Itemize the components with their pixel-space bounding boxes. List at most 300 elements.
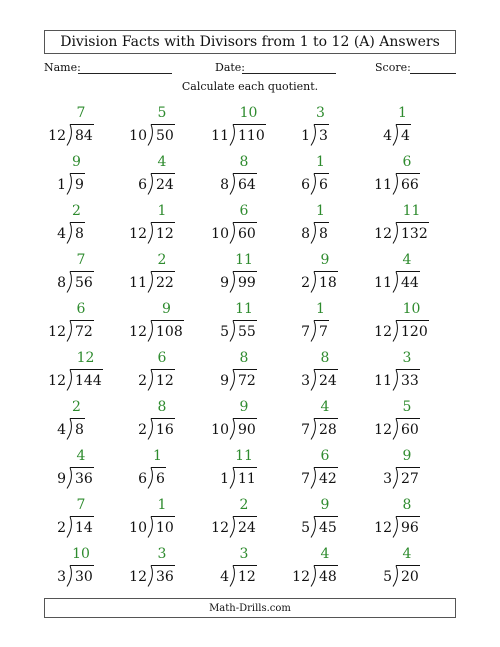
division-bracket: [66, 369, 74, 391]
dividend: 96: [401, 520, 419, 536]
quotient-answer: 9: [162, 301, 171, 317]
quotient-answer: 4: [320, 399, 330, 415]
division-bar: [233, 173, 257, 174]
divisor: 12: [48, 128, 66, 144]
dividend: 20: [401, 569, 419, 585]
division-problem: [120, 252, 200, 300]
division-bracket: [229, 222, 237, 244]
divisor: 5: [220, 324, 229, 340]
division-problem: [283, 203, 363, 251]
division-bracket: [229, 369, 237, 391]
division-problem: [120, 546, 200, 594]
dividend: 28: [319, 422, 337, 438]
division-bracket: [392, 222, 400, 244]
division-bar: [233, 467, 257, 468]
quotient-answer: 4: [76, 448, 86, 464]
division-bar: [314, 222, 329, 223]
date-label: Date:: [215, 61, 246, 74]
division-bracket: [147, 516, 155, 538]
dividend: 12: [156, 226, 174, 242]
divisor: 12: [374, 324, 392, 340]
dividend: 45: [319, 520, 337, 536]
division-bracket: [66, 222, 74, 244]
divisor: 12: [374, 520, 392, 536]
divisor: 2: [57, 520, 66, 536]
dividend: 24: [238, 520, 256, 536]
division-bracket: [310, 369, 318, 391]
quotient-answer: 4: [402, 546, 412, 562]
divisor: 12: [48, 373, 66, 389]
division-bar: [70, 271, 94, 272]
quotient-answer: 6: [402, 154, 412, 170]
divisor: 11: [374, 275, 392, 291]
division-bar: [314, 369, 338, 370]
dividend: 8: [75, 422, 84, 438]
division-bracket: [66, 565, 74, 587]
division-bracket: [147, 222, 155, 244]
division-bracket: [392, 124, 400, 146]
divisor: 11: [374, 373, 392, 389]
dividend: 66: [401, 177, 419, 193]
dividend: 33: [401, 373, 419, 389]
dividend: 60: [401, 422, 419, 438]
divisor: 4: [57, 422, 66, 438]
quotient-answer: 2: [157, 252, 167, 268]
dividend: 8: [319, 226, 328, 242]
division-bracket: [229, 124, 237, 146]
division-bar: [396, 369, 420, 370]
divisor: 4: [57, 226, 66, 242]
dividend: 24: [156, 177, 174, 193]
division-bracket: [392, 173, 400, 195]
division-problem: [365, 497, 445, 545]
dividend: 4: [401, 128, 410, 144]
divisor: 6: [138, 471, 147, 487]
dividend: 42: [319, 471, 337, 487]
divisor: 9: [57, 471, 66, 487]
quotient-answer: 5: [402, 399, 412, 415]
division-problem: [39, 546, 119, 594]
divisor: 3: [57, 569, 66, 585]
division-bar: [233, 222, 257, 223]
division-bracket: [147, 467, 155, 489]
divisor: 2: [301, 275, 310, 291]
quotient-answer: 10: [239, 105, 258, 121]
divisor: 4: [220, 569, 229, 585]
division-bar: [70, 565, 94, 566]
quotient-answer: 1: [316, 203, 325, 219]
divisor: 8: [301, 226, 310, 242]
dividend: 56: [75, 275, 93, 291]
division-bar: [396, 173, 420, 174]
division-problem: [39, 399, 119, 447]
divisor: 10: [211, 422, 229, 438]
dividend: 132: [401, 226, 428, 242]
dividend: 8: [75, 226, 84, 242]
dividend: 11: [238, 471, 256, 487]
division-bar: [233, 369, 257, 370]
divisor: 7: [301, 471, 310, 487]
instructions: Calculate each quotient.: [181, 80, 319, 93]
division-problem: [365, 546, 445, 594]
division-bar: [396, 565, 420, 566]
division-problem: [283, 301, 363, 349]
quotient-answer: 1: [157, 497, 167, 513]
division-bar: [396, 124, 411, 125]
division-bracket: [310, 418, 318, 440]
dividend: 27: [401, 471, 419, 487]
division-bar: [396, 320, 429, 321]
divisor: 3: [301, 373, 310, 389]
dividend: 7: [319, 324, 328, 340]
division-bracket: [66, 173, 74, 195]
dividend: 90: [238, 422, 256, 438]
division-bracket: [147, 320, 155, 342]
quotient-answer: 10: [402, 301, 421, 317]
divisor: 8: [57, 275, 66, 291]
division-bar: [314, 565, 338, 566]
dividend: 12: [156, 373, 174, 389]
name-label: Name:: [44, 61, 81, 74]
division-problem: [39, 497, 119, 545]
division-bar: [233, 271, 257, 272]
division-problem: [365, 203, 445, 251]
division-bracket: [310, 173, 318, 195]
quotient-answer: 11: [235, 301, 253, 317]
division-bracket: [66, 467, 74, 489]
quotient-answer: 10: [72, 546, 90, 562]
division-problem: [202, 203, 282, 251]
dividend: 50: [156, 128, 174, 144]
divisor: 12: [374, 422, 392, 438]
division-bar: [233, 565, 257, 566]
division-problem: [120, 497, 200, 545]
quotient-answer: 9: [72, 154, 81, 170]
division-bracket: [66, 271, 74, 293]
quotient-answer: 7: [76, 252, 86, 268]
quotient-answer: 4: [157, 154, 167, 170]
division-bracket: [310, 124, 318, 146]
dividend: 72: [238, 373, 256, 389]
quotient-answer: 5: [157, 105, 167, 121]
division-bar: [151, 320, 184, 321]
division-bracket: [310, 516, 318, 538]
divisor: 2: [138, 422, 147, 438]
dividend: 10: [156, 520, 174, 536]
division-bracket: [310, 565, 318, 587]
division-problem: [120, 350, 200, 398]
division-bar: [70, 418, 85, 419]
division-problem: [120, 301, 200, 349]
division-bar: [70, 516, 94, 517]
dividend: 84: [75, 128, 93, 144]
quotient-answer: 11: [235, 448, 253, 464]
divisor: 10: [129, 128, 147, 144]
dividend: 6: [156, 471, 165, 487]
divisor: 6: [301, 177, 310, 193]
divisor: 12: [129, 226, 147, 242]
quotient-answer: 3: [316, 105, 325, 121]
division-problem: [39, 252, 119, 300]
division-problem: [120, 399, 200, 447]
divisor: 11: [211, 128, 229, 144]
division-bar: [396, 467, 420, 468]
division-bar: [396, 271, 420, 272]
division-problem: [39, 301, 119, 349]
dividend: 36: [75, 471, 93, 487]
dividend: 14: [75, 520, 93, 536]
dividend: 3: [319, 128, 328, 144]
division-bar: [70, 173, 85, 174]
division-bar: [151, 418, 175, 419]
division-bar: [396, 418, 420, 419]
division-bar: [70, 222, 85, 223]
quotient-answer: 6: [76, 301, 86, 317]
quotient-answer: 2: [72, 399, 81, 415]
division-bar: [233, 516, 257, 517]
division-problem: [365, 399, 445, 447]
division-problem: [202, 448, 282, 496]
division-bracket: [147, 124, 155, 146]
division-bar: [314, 173, 329, 174]
divisor: 11: [374, 177, 392, 193]
division-bracket: [392, 320, 400, 342]
quotient-answer: 3: [157, 546, 167, 562]
division-bar: [151, 124, 175, 125]
division-bracket: [147, 173, 155, 195]
quotient-answer: 1: [398, 105, 407, 121]
division-problem: [365, 448, 445, 496]
division-bar: [233, 320, 257, 321]
quotient-answer: 8: [239, 350, 249, 366]
dividend: 18: [319, 275, 337, 291]
division-bar: [70, 467, 94, 468]
quotient-answer: 2: [239, 497, 249, 513]
divisor: 1: [220, 471, 229, 487]
footer-text: Math-Drills.com: [209, 602, 291, 614]
division-problem: [202, 399, 282, 447]
division-problem: [120, 154, 200, 202]
division-bar: [314, 418, 338, 419]
division-bar: [396, 222, 429, 223]
division-bracket: [310, 222, 318, 244]
divisor: 12: [211, 520, 229, 536]
division-bracket: [310, 271, 318, 293]
division-problem: [283, 350, 363, 398]
division-problem: [202, 497, 282, 545]
division-problem: [283, 546, 363, 594]
division-bar: [151, 271, 175, 272]
divisor: 1: [57, 177, 66, 193]
division-problem: [283, 154, 363, 202]
division-problem: [120, 105, 200, 153]
quotient-answer: 9: [320, 252, 330, 268]
quotient-answer: 8: [239, 154, 249, 170]
division-bracket: [229, 271, 237, 293]
quotient-answer: 11: [402, 203, 421, 219]
quotient-answer: 9: [402, 448, 412, 464]
division-bar: [70, 369, 103, 370]
worksheet-title-text: Division Facts with Divisors from 1 to 12 (A) Answers: [60, 34, 440, 50]
dividend: 110: [238, 128, 265, 144]
quotient-answer: 4: [402, 252, 412, 268]
dividend: 55: [238, 324, 256, 340]
dividend: 9: [75, 177, 84, 193]
divisor: 10: [129, 520, 147, 536]
divisor: 12: [129, 324, 147, 340]
divisor: 2: [138, 373, 147, 389]
quotient-answer: 1: [316, 301, 325, 317]
division-bar: [151, 222, 175, 223]
quotient-answer: 7: [76, 105, 86, 121]
division-bar: [314, 320, 329, 321]
division-problem: [283, 399, 363, 447]
division-bar: [314, 271, 338, 272]
division-bracket: [66, 418, 74, 440]
quotient-answer: 1: [153, 448, 162, 464]
dividend: 30: [75, 569, 93, 585]
divisor: 7: [301, 422, 310, 438]
division-bracket: [229, 173, 237, 195]
divisor: 6: [138, 177, 147, 193]
quotient-answer: 3: [402, 350, 412, 366]
quotient-answer: 12: [76, 350, 95, 366]
quotient-answer: 7: [76, 497, 86, 513]
dividend: 24: [319, 373, 337, 389]
dividend: 64: [238, 177, 256, 193]
quotient-answer: 1: [316, 154, 325, 170]
division-bracket: [229, 418, 237, 440]
division-bar: [70, 124, 94, 125]
division-problem: [202, 301, 282, 349]
division-problem: [39, 350, 119, 398]
quotient-answer: 11: [235, 252, 253, 268]
division-problem: [39, 105, 119, 153]
division-bracket: [392, 271, 400, 293]
division-bracket: [310, 320, 318, 342]
division-bracket: [147, 565, 155, 587]
division-bar: [396, 516, 420, 517]
divisor: 5: [383, 569, 392, 585]
division-bracket: [147, 418, 155, 440]
division-problem: [202, 105, 282, 153]
divisor: 12: [48, 324, 66, 340]
division-problem: [202, 252, 282, 300]
quotient-answer: 6: [157, 350, 167, 366]
divisor: 9: [220, 373, 229, 389]
divisor: 8: [220, 177, 229, 193]
divisor: 12: [374, 226, 392, 242]
division-bracket: [66, 124, 74, 146]
division-bar: [151, 516, 175, 517]
division-bracket: [310, 467, 318, 489]
divisor: 9: [220, 275, 229, 291]
division-problem: [365, 301, 445, 349]
division-bracket: [392, 516, 400, 538]
dividend: 48: [319, 569, 337, 585]
dividend: 144: [75, 373, 102, 389]
division-bracket: [229, 516, 237, 538]
division-bracket: [229, 320, 237, 342]
divisor: 12: [129, 569, 147, 585]
dividend: 12: [238, 569, 256, 585]
divisor: 1: [301, 128, 310, 144]
division-bracket: [229, 565, 237, 587]
quotient-answer: 8: [157, 399, 167, 415]
division-bar: [233, 124, 266, 125]
divisor: 10: [211, 226, 229, 242]
divisor: 5: [301, 520, 310, 536]
dividend: 6: [319, 177, 328, 193]
division-bracket: [66, 320, 74, 342]
division-bar: [70, 320, 94, 321]
division-problem: [120, 448, 200, 496]
divisor: 3: [383, 471, 392, 487]
dividend: 99: [238, 275, 256, 291]
quotient-answer: 8: [320, 350, 330, 366]
quotient-answer: 6: [239, 203, 249, 219]
division-problem: [39, 203, 119, 251]
division-problem: [365, 154, 445, 202]
division-bar: [151, 369, 175, 370]
division-problem: [202, 154, 282, 202]
division-bracket: [147, 369, 155, 391]
division-problem: [283, 105, 363, 153]
division-problem: [365, 105, 445, 153]
division-problem: [365, 350, 445, 398]
divisor: 12: [292, 569, 310, 585]
division-problem: [365, 252, 445, 300]
division-bracket: [147, 271, 155, 293]
division-bar: [314, 516, 338, 517]
division-problem: [283, 252, 363, 300]
quotient-answer: 4: [320, 546, 330, 562]
division-bar: [151, 467, 166, 468]
score-label: Score:: [375, 61, 411, 74]
divisor: 4: [383, 128, 392, 144]
divisor: 7: [301, 324, 310, 340]
division-bracket: [392, 467, 400, 489]
dividend: 60: [238, 226, 256, 242]
dividend: 108: [156, 324, 183, 340]
division-bracket: [392, 565, 400, 587]
quotient-answer: 1: [157, 203, 167, 219]
division-bar: [314, 467, 338, 468]
division-problem: [202, 350, 282, 398]
division-bar: [314, 124, 329, 125]
dividend: 36: [156, 569, 174, 585]
division-bracket: [66, 516, 74, 538]
quotient-answer: 2: [72, 203, 81, 219]
division-bracket: [229, 467, 237, 489]
dividend: 120: [401, 324, 428, 340]
divisor: 11: [129, 275, 147, 291]
dividend: 16: [156, 422, 174, 438]
footer: [44, 598, 456, 618]
division-bar: [151, 565, 175, 566]
dividend: 44: [401, 275, 419, 291]
division-bracket: [392, 418, 400, 440]
quotient-answer: 9: [320, 497, 330, 513]
division-problem: [39, 448, 119, 496]
dividend: 22: [156, 275, 174, 291]
division-bar: [151, 173, 175, 174]
division-problem: [202, 546, 282, 594]
division-problem: [39, 154, 119, 202]
quotient-answer: 3: [239, 546, 249, 562]
dividend: 72: [75, 324, 93, 340]
division-bar: [233, 418, 257, 419]
